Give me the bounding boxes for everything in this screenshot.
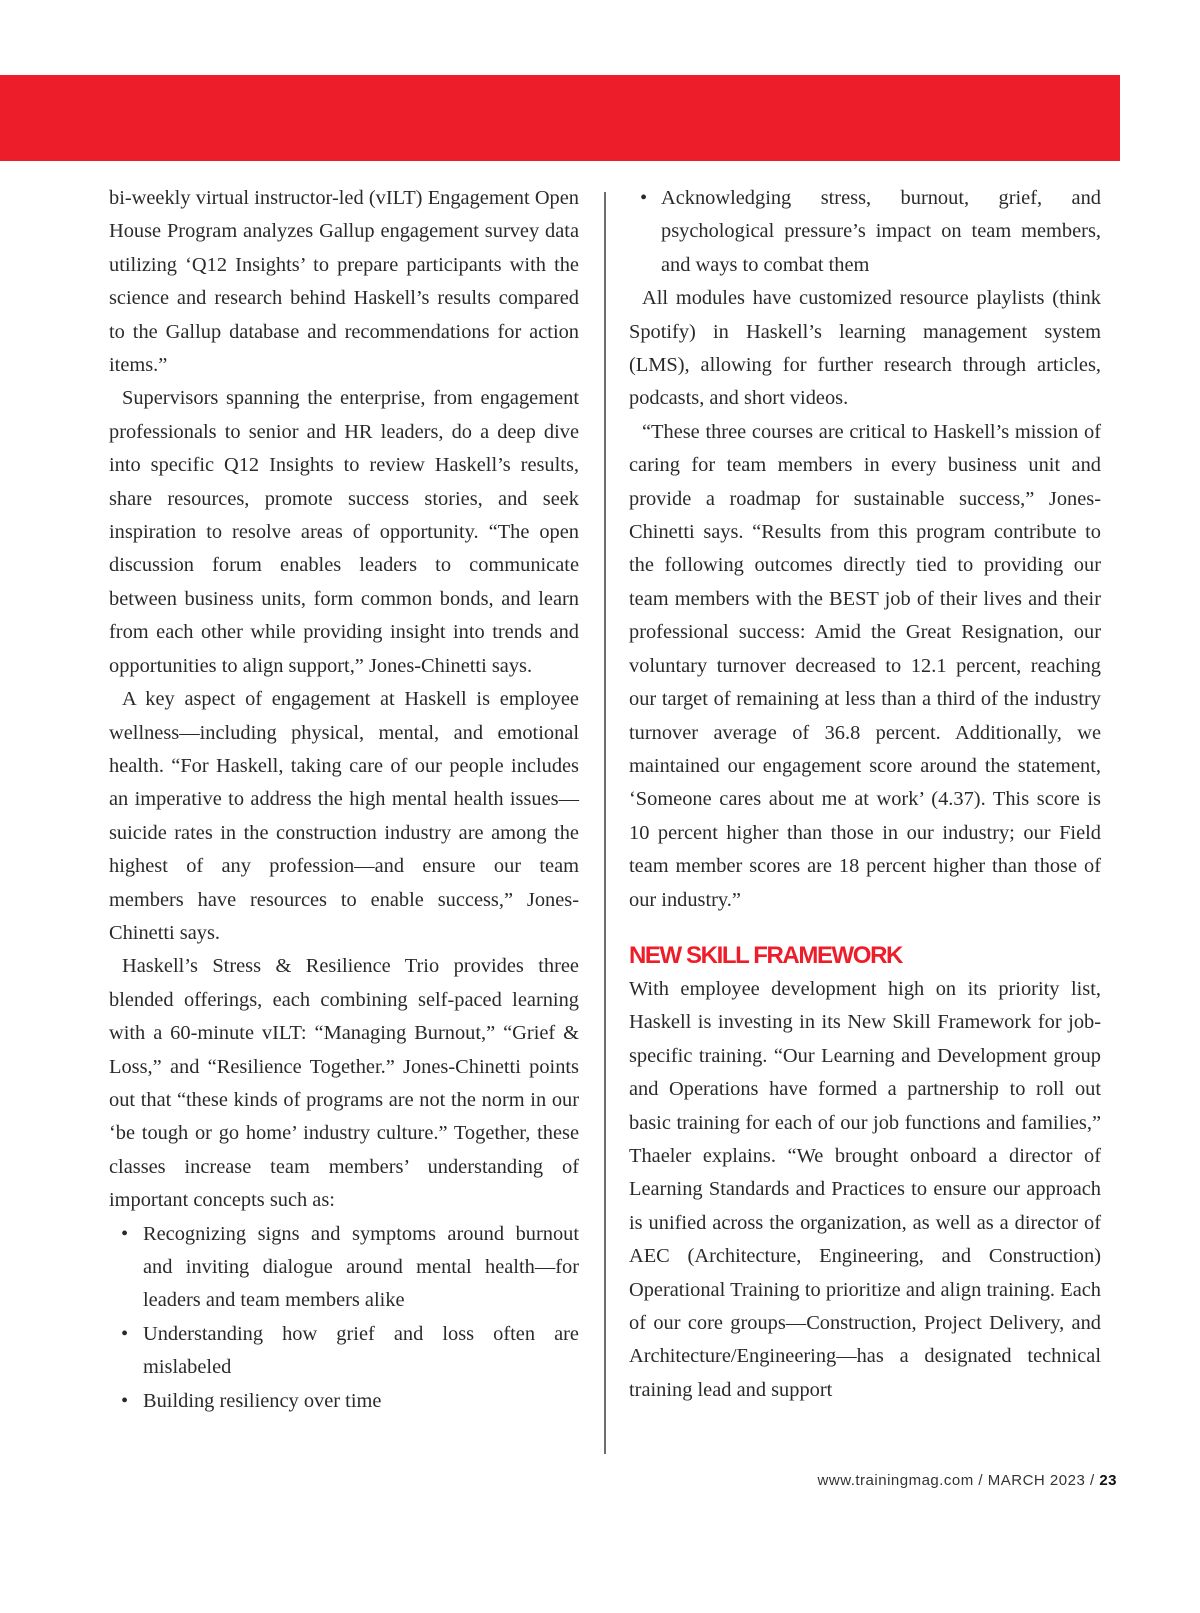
paragraph: Supervisors spanning the enterprise, from engagement professionals to senior and HR leaders, do a deep dive into specific Q12 Insights to review Haskell’s results, share resources, promote success stories, and seek inspiration to resolve areas of opportunity. “The open discussion forum enables leaders to communicate between business units, form common bonds, and learn from each other while providing insight into trends and opportunities to align support,” Jones-Chinetti says. xyxy=(109,387,579,677)
bullet-item: • Acknowledging stress, burnout, grief, and psychological pressure’s impact on team members, and ways to combat them xyxy=(629,182,1101,282)
footer-url-date: www.trainingmag.com / MARCH 2023 / xyxy=(817,1472,1100,1489)
paragraph: “These three courses are critical to Haskell’s mission of caring for team members in every business unit and provide a roadmap for sustainable success,” Jones-Chinetti says. “Results from this program contribute to the following outcomes directly tied to providing our team members with the BEST job of their lives and their professional success: Amid the Great Resignation, our voluntary turnover decreased to 12.1 percent, reaching our target of remaining at less than a third of the industry turnover average of 36.8 percent. Additionally, we maintained our engagement score around the statement, ‘Someone cares about me at work’ (4.37). This score is 10 percent higher than those in our industry; our Field team member scores are 18 percent higher than those of our industry.” xyxy=(629,420,1101,911)
section-heading: NEW SKILL FRAMEWORK xyxy=(629,941,902,969)
bullet-list xyxy=(109,1218,579,1418)
header-red-banner xyxy=(0,75,1120,161)
page-footer xyxy=(818,1472,1117,1489)
bullet-item: • Building resiliency over time xyxy=(109,1385,579,1418)
bullet-list xyxy=(629,182,1101,282)
bullet-item: • Understanding how grief and loss often are mislabeled xyxy=(109,1318,579,1385)
paragraph: All modules have customized resource playlists (think Spotify) in Haskell’s learning management system (LMS), allowing for further research through articles, podcasts, and short videos. xyxy=(629,287,1101,410)
right-column xyxy=(629,182,1101,1407)
paragraph: A key aspect of engagement at Haskell is employee wellness—including physical, mental, and emotional health. “For Haskell, taking care of our people includes an imperative to address the high mental health issues—suicide rates in the construction industry are among the highest of any profession—and ensure our team members have resources to enable success,” Jones-Chinetti says. xyxy=(109,688,579,944)
left-column xyxy=(109,182,579,1418)
column-divider xyxy=(604,192,606,1454)
bullet-item: • Recognizing signs and symptoms around burnout and inviting dialogue around mental health—for leaders and team members alike xyxy=(109,1218,579,1318)
paragraph: Haskell’s Stress & Resilience Trio provides three blended offerings, each combining self-paced learning with a 60-minute vILT: “Managing Burnout,” “Grief & Loss,” and “Resilience Together.” Jones-Chinetti points out that “these kinds of programs are not the norm in our ‘be tough or go home’ industry culture.” Together, these classes increase team members’ understanding of important concepts such as: xyxy=(109,955,579,1212)
paragraph: With employee development high on its priority list, Haskell is investing in its New Skill Framework for job-specific training. “Our Learning and Development group and Operations have formed a partnership to roll out basic training for each of our job functions and families,” Thaeler explains. “We brought onboard a director of Learning Standards and Practices to ensure our approach is unified across the organization, as well as a director of AEC (Architecture, Engineering, and Construction) Operational Training to prioritize and align training. Each of our core groups—Construction, Project Delivery, and Architecture/Engineering—has a designated technical training lead and support xyxy=(629,977,1101,1401)
page-number: 23 xyxy=(1099,1472,1117,1489)
paragraph: bi-weekly virtual instructor-led (vILT) Engagement Open House Program analyzes Gallup engagement survey data utilizing ‘Q12 Insights’ to prepare participants with the science and research behind Haskell’s results compared to the Gallup database and recommendations for action items.” xyxy=(109,187,579,377)
